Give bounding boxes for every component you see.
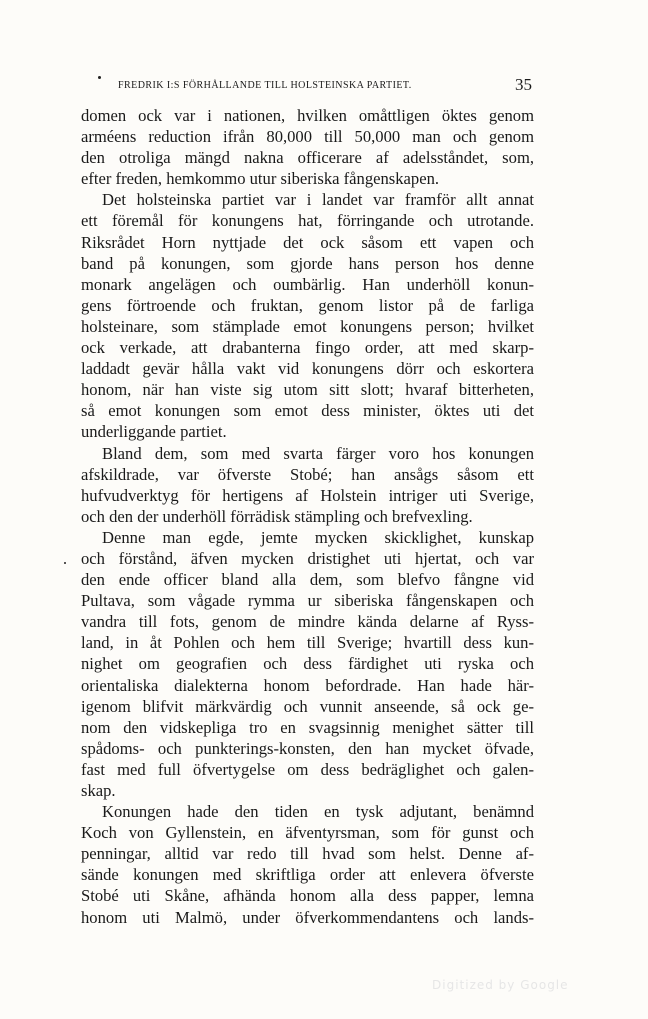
- text-line: så emot konungen som emot dess minister, öktes uti det: [81, 401, 534, 421]
- text-line: sände konungen med skriftliga order att enlevera öfverste: [81, 865, 534, 885]
- text-line: den otroliga mängd nakna officerare af adelsståndet, som,: [81, 148, 534, 168]
- text-line: ock verkade, att drabanterna fingo order, att med skarp-: [81, 338, 534, 358]
- text-line: hufvudverktyg för hertigens af Holstein intriger uti Sverige,: [81, 485, 534, 505]
- page-number: 35: [515, 75, 532, 94]
- text-line: Denne man egde, jemte mycken skicklighet, kunskap: [102, 527, 534, 547]
- text-line: Stobé uti Skåne, afhända honom alla dess papper, lemna: [81, 886, 534, 906]
- text-line: honom, när han viste sig utom sitt slott; hvaraf bitterheten,: [81, 380, 534, 400]
- text-line: igenom blifvit märkvärdig och vunnit anseende, så ock ge-: [81, 696, 534, 716]
- text-line: efter freden, hemkommo utur siberiska fångenskapen.: [81, 169, 440, 189]
- text-line: arméens reduction ifrån 80,000 till 50,000 man och genom: [81, 127, 534, 147]
- text-line: afskildrade, var öfverste Stobé; han ansågs såsom ett: [81, 464, 534, 484]
- print-speck: [98, 76, 101, 79]
- text-line: Riksrådet Horn nyttjade det ock såsom ett vapen och: [81, 232, 534, 252]
- text-line: spådoms- och punkterings-konsten, den han mycket öfvade,: [81, 738, 534, 758]
- text-line: Bland dem, som med svarta färger voro hos konungen: [102, 443, 534, 463]
- text-line: Det holsteinska partiet var i landet var framför allt annat: [102, 190, 534, 210]
- text-line: Koch von Gyllenstein, en äfventyrsman, som för gunst och: [81, 823, 534, 843]
- text-line: honom uti Malmö, under öfverkommendantens och lands-: [81, 907, 534, 927]
- text-line: monark angelägen och oumbärlig. Han underhöll konun-: [81, 274, 534, 294]
- text-line: orientaliska dialekterna honom befordrade. Han hade här-: [81, 675, 534, 695]
- text-line: land, in åt Pohlen och hem till Sverige; hvartill dess kun-: [81, 633, 534, 653]
- text-line: penningar, alltid var redo till hvad som helst. Denne af-: [81, 844, 534, 864]
- text-line: Konungen hade den tiden en tysk adjutant, benämnd: [102, 802, 534, 822]
- text-line: underliggande partiet.: [81, 422, 227, 442]
- text-line: ett föremål för konungens hat, förringande och utrotande.: [81, 211, 534, 231]
- text-line: domen ock var i nationen, hvilken omåttligen öktes genom: [81, 106, 534, 125]
- text-line: fast med full öfvertygelse om dess bedräglighet och galen-: [81, 759, 534, 779]
- text-line: nom den vidskepliga tro en svagsinnig menighet sätter till: [81, 717, 534, 737]
- body-text: [81, 105, 534, 928]
- text-line: gens förtroende och fruktan, genom listor på de farliga: [81, 295, 534, 315]
- print-speck: [64, 562, 66, 564]
- text-line: och den der underhöll förrädisk stämpling och brefvexling.: [81, 506, 473, 526]
- text-line: Pultava, som vågade rymma ur siberiska fångenskapen och: [81, 591, 534, 611]
- text-line: laddadt gevär hålla vakt vid konungens dörr och eskortera: [81, 359, 534, 379]
- text-line: och förstånd, äfven mycken dristighet uti hjertat, och var: [81, 548, 534, 568]
- text-line: vandra till fots, genom de mindre kända delarne af Ryss-: [81, 612, 534, 632]
- text-line: den ende officer bland alla dem, som blefvo fångne vid: [81, 570, 534, 590]
- text-line: holsteinare, som stämplade emot konungens person; hvilket: [81, 316, 534, 336]
- text-line: nighet om geografien och dess färdighet uti ryska och: [81, 654, 534, 674]
- text-line: skap.: [81, 781, 116, 800]
- text-line: band på konungen, som gjorde hans person hos denne: [81, 253, 534, 273]
- page-header: [92, 75, 532, 98]
- running-title: FREDRIK I:S FÖRHÅLLANDE TILL HOLSTEINSKA PARTIET.: [118, 80, 412, 91]
- digitization-watermark: Digitized by Google: [432, 978, 569, 992]
